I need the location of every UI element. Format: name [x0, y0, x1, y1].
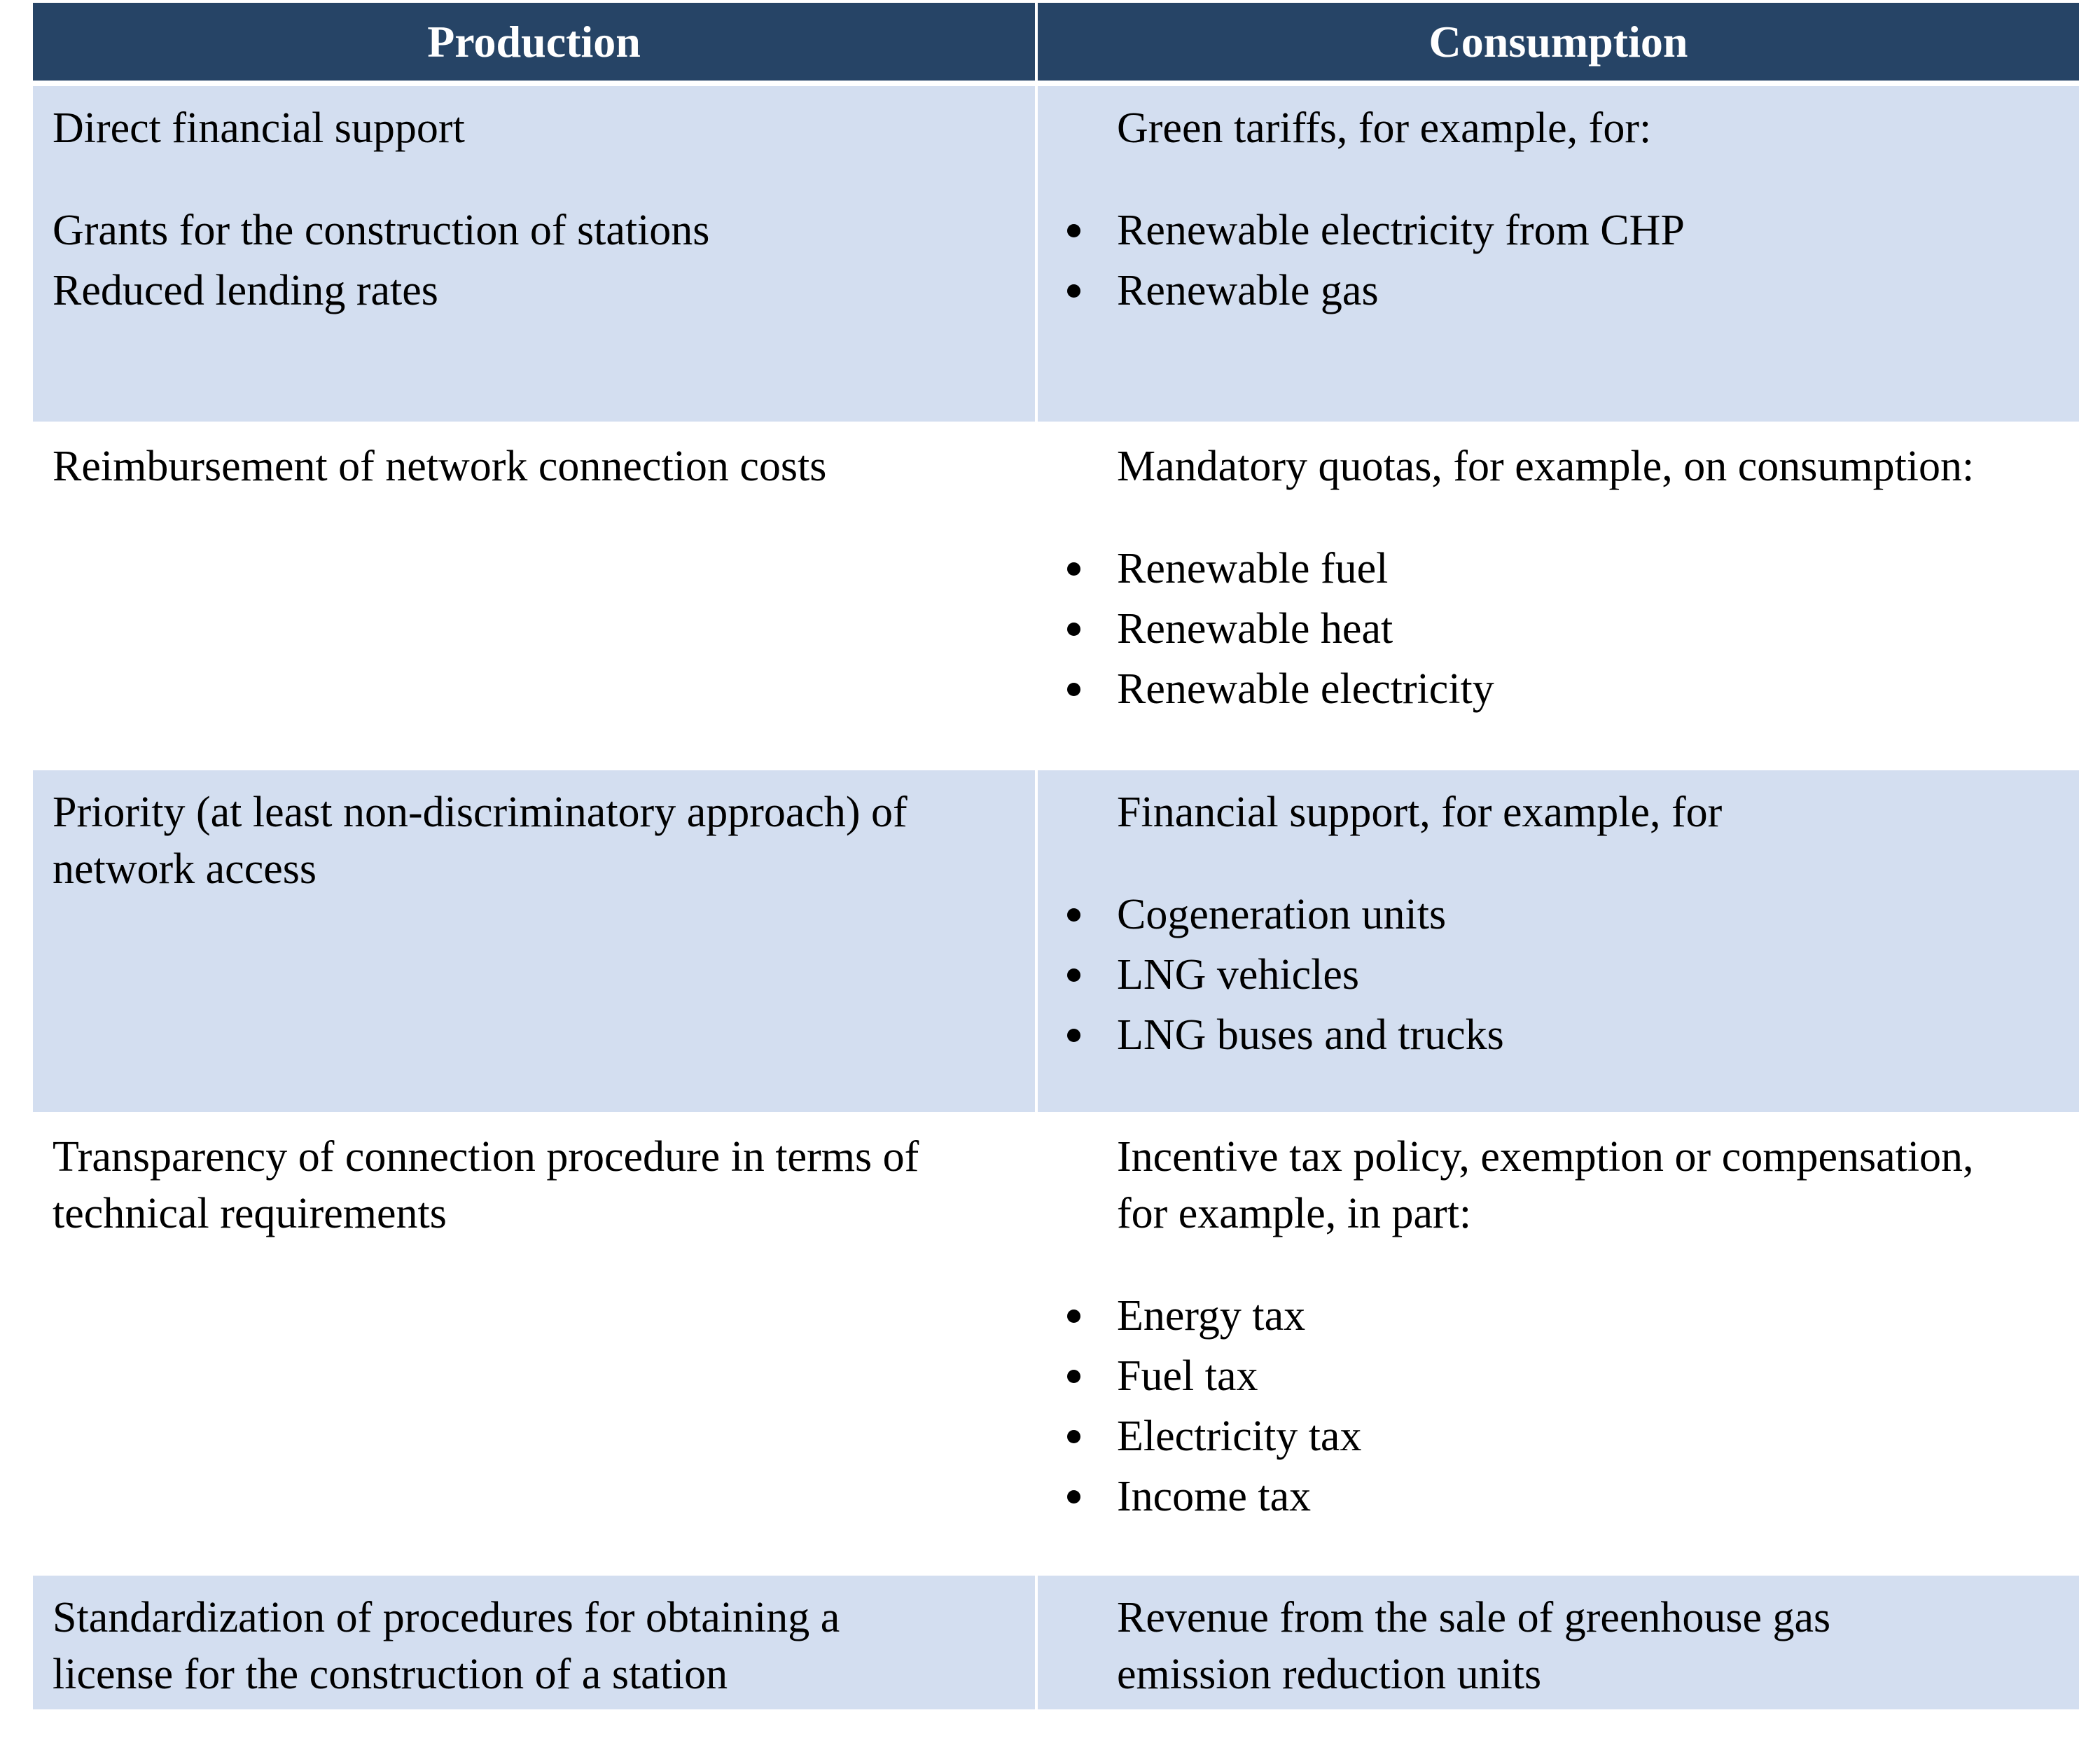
cell-text: emission reduction units [1117, 1651, 1542, 1698]
cell-text: license for the construction of a station [53, 1651, 728, 1698]
bullet-list [1117, 884, 2065, 1065]
consumption-cell [1036, 1113, 2079, 1574]
list-item: Fuel tax [1117, 1346, 2065, 1406]
table-row [33, 1574, 2079, 1711]
bullet-list [1117, 539, 2065, 719]
list-item: Cogeneration units [1117, 884, 2065, 945]
list-item: Renewable fuel [1117, 539, 2065, 599]
production-cell [33, 1574, 1036, 1711]
cell-text: Transparency of connection procedure in terms of [53, 1133, 919, 1181]
policy-table [33, 3, 2079, 1712]
cell-text: network access [53, 845, 317, 893]
production-cell [33, 769, 1036, 1113]
list-item: Electricity tax [1117, 1406, 2065, 1466]
list-item: Income tax [1117, 1466, 2065, 1527]
bullet-icon [1067, 1490, 1080, 1503]
header-production: Production [33, 3, 1036, 83]
cell-text: Grants for the construction of stations [53, 207, 710, 254]
bullet-icon [1067, 284, 1080, 298]
table-row [33, 423, 2079, 769]
consumption-cell [1036, 423, 2079, 769]
table-row [33, 83, 2079, 423]
list-item: LNG buses and trucks [1117, 1005, 2065, 1065]
cell-text: technical requirements [53, 1190, 447, 1237]
list-item: Renewable heat [1117, 599, 2065, 659]
cell-text: Financial support, for example, for [1117, 789, 1723, 836]
bullet-icon [1067, 623, 1080, 636]
cell-text: Incentive tax policy, exemption or compensation, [1117, 1133, 1974, 1181]
consumption-cell [1036, 83, 2079, 423]
bullet-icon [1067, 683, 1080, 696]
bullet-icon [1067, 968, 1080, 982]
bullet-icon [1067, 224, 1080, 237]
list-item: Renewable electricity from CHP [1117, 200, 2065, 261]
bullet-icon [1067, 1370, 1080, 1383]
cell-text: Standardization of procedures for obtaining a [53, 1594, 840, 1641]
cell-text: Revenue from the sale of greenhouse gas [1117, 1594, 1831, 1641]
production-cell [33, 83, 1036, 423]
cell-text: for example, in part: [1117, 1190, 1472, 1237]
production-cell [33, 1113, 1036, 1574]
cell-text: Green tariffs, for example, for: [1117, 104, 1652, 152]
consumption-cell [1036, 1574, 2079, 1711]
table-row [33, 1113, 2079, 1574]
list-item: Energy tax [1117, 1286, 2065, 1346]
production-cell [33, 423, 1036, 769]
bullet-icon [1067, 908, 1080, 922]
bullet-icon [1067, 1029, 1080, 1042]
header-row [33, 3, 2079, 83]
list-item: LNG vehicles [1117, 945, 2065, 1005]
cell-text: Reimbursement of network connection costs [53, 443, 827, 490]
cell-text: Direct financial support [53, 104, 465, 152]
cell-text: Priority (at least non-discriminatory approach) of [53, 789, 908, 836]
bullet-icon [1067, 562, 1080, 576]
bullet-list [1117, 200, 2065, 321]
bullet-list [1117, 1286, 2065, 1527]
table-row [33, 769, 2079, 1113]
header-consumption: Consumption [1036, 3, 2079, 83]
cell-text: Reduced lending rates [53, 267, 438, 314]
list-item: Renewable electricity [1117, 659, 2065, 719]
bullet-icon [1067, 1310, 1080, 1323]
consumption-cell [1036, 769, 2079, 1113]
bullet-icon [1067, 1430, 1080, 1443]
list-item: Renewable gas [1117, 261, 2065, 321]
cell-text: Mandatory quotas, for example, on consumption: [1117, 443, 1975, 490]
